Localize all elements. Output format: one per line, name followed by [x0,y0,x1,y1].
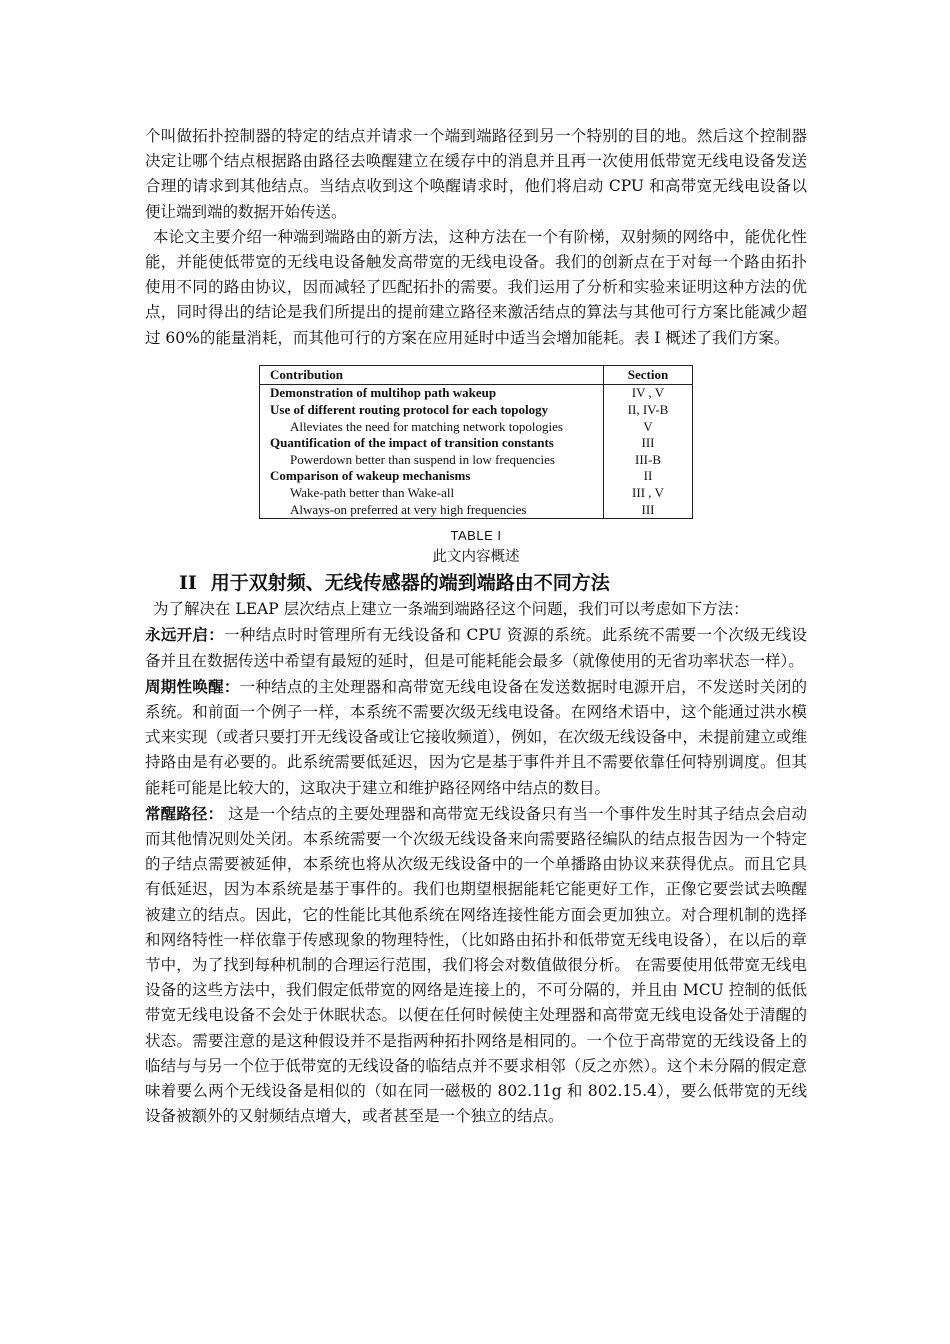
table-caption-label: TABLE I [450,528,502,544]
periodic-wakeup-text: 一种结点的主处理器和高带宽无线电设备在发送数据时电源开启，不发送时关闭的系统。和前面一个例子一样，本系统不需要次级无线电设备。在网络术语中，这个能通过洪水模式来实现（或者只要打开无线设备或让它接收频道），例如，在次级无线设备中，未提前建立或维持路由是有必要的。此系统需要低延迟，因为它是基于事件并且不需要依靠任何特别调度。但其能耗可能是比较大的，这取决于建立和维护路径网络中结点的数目。 [145,677,807,797]
table-row [260,452,693,469]
table-row [260,468,693,485]
table-row [260,402,693,419]
table-cell-contribution: Always-on preferred at very high frequencies [290,501,527,517]
table-cell-contribution: Comparison of wakeup mechanisms [270,468,471,484]
always-on-text: 一种结点时时管理所有无线设备和 CPU 资源的系统。此系统不需要一个次级无线设备并且在数据传送中希望有最短的延时，但是可能耗能会最多（就像使用的无省功率状态一样）。 [145,626,807,670]
always-on-paragraph [145,622,807,673]
intro-paragraph-1: 个叫做拓扑控制器的特定的结点并请求一个端到端路径到另一个特别的目的地。然后这个控制器决定让哪个结点根据路由路径去唤醒建立在缓存中的消息并且再一次使用低带宽无线电设备发送合理的请求到其他结点。当结点收到这个唤醒请求时，他们将启动 CPU 和高带宽无线电设备以便让端到端的数据开始传送。 [145,127,807,221]
section-title: 用于双射频、无线传感器的端到端路由不同方法 [210,572,610,595]
table-header-row [260,365,693,385]
wake-path-label: 常醒路径： [145,803,224,823]
wake-path-paragraph [145,801,807,1130]
section-heading [179,571,807,595]
periodic-wakeup-label: 周期性唤醒： [145,676,240,696]
table-cell-section: V [604,419,693,436]
document-page [145,124,807,1129]
table-cell-contribution: Alleviates the need for matching network topologies [290,418,563,434]
table-cell-contribution: Use of different routing protocol for each topology [270,402,549,418]
table-row [260,435,693,452]
table-row [260,485,693,502]
contribution-header: Contribution [260,365,604,385]
table-cell-contribution: Demonstration of multihop path wakeup [270,385,497,401]
wake-path-text: 这是一个结点的主要处理器和高带宽无线设备只有当一个事件发生时其子结点会启动而其他情况则处关闭。本系统需要一个次级无线设备来向需要路径编队的结点报告因为一个特定的子结点需要被延伸，本系统也将从次级无线设备中的一个单播路由协议来获得优点。而且它具有低延迟，因为本系统是基于事件的。我们也期望根据能耗它能更好工作，正像它要尝试去唤醒被建立的结点。因此，它的性能比其他系统在网络连接性能方面会更加独立。对合理机制的选择和网络特性一样依靠于传感现象的物理特性，（比如路由拓扑和低带宽无线电设备），在以后的章节中，为了找到每种机制的合理运行范围，我们将会对数值做很分析。 在需要使用低带宽无线电设备的这些方法中，我们假定低带宽的网络是连接上的，不可分隔的，并且由 MCU 控制的低低带宽无线电设备不会处于休眠状态。以便在任何时候使主处理器和高带宽无线电设备处于清醒的状态。需要注意的是这种假设并不是指两种拓扑网络是相同的。一个位于高带宽的无线设备上的临结与与另一个位于低带宽的无线设备的临结点并不要求相邻（反之亦然）。这个未分隔的假定意味着要么两个无线设备是相似的（如在同一磁极的 802.11g 和 802.15.4），要么低带宽的无线设备被额外的又射频结点增大，或者甚至是一个独立的结点。 [145,804,807,1126]
table-cell-contribution: Wake-path better than Wake-all [290,484,455,500]
table-row [260,502,693,519]
table-cell-section: IV , V [604,385,693,402]
table-row [260,385,693,402]
always-on-label: 永远开启： [145,625,225,645]
section-number: II [179,572,197,595]
table-cell-contribution: Powerdown better than suspend in low frequencies [290,451,555,467]
table-caption-text: 此文内容概述 [432,549,520,566]
table-cell-section: II [604,468,693,485]
intro-paragraph-2: 本论文主要介绍一种端到端路由的新方法，这种方法在一个有阶梯，双射频的网络中，能优化性能，并能使低带宽的无线电设备触发高带宽的无线电设备。我们的创新点在于对每一个路由拓扑使用不同的路由协议，因而减轻了匹配拓扑的需要。我们运用了分析和实验来证明这种方法的优点，同时得出的结论是我们所提出的提前建立路径来激活结点的算法与其他可行方案比能减少超过 60%的能量消耗，而其他可行的方案在应用延时中适当会增加能耗。表 I 概述了我们方案。 [145,227,807,347]
table-cell-contribution: Quantification of the impact of transition constants [270,435,554,451]
table-cell-section: III [604,502,693,519]
contribution-table [259,365,693,519]
table-row [260,419,693,436]
table-cell-section: III , V [604,485,693,502]
section-header: Section [604,365,693,385]
section-intro: 为了解决在 LEAP 层次结点上建立一条端到端路径这个问题，我们可以考虑如下方法： [153,600,749,619]
table-cell-section: III-B [604,452,693,469]
periodic-wakeup-paragraph [145,674,807,801]
table-cell-section: III [604,435,693,452]
table-cell-section: II, IV-B [604,402,693,419]
